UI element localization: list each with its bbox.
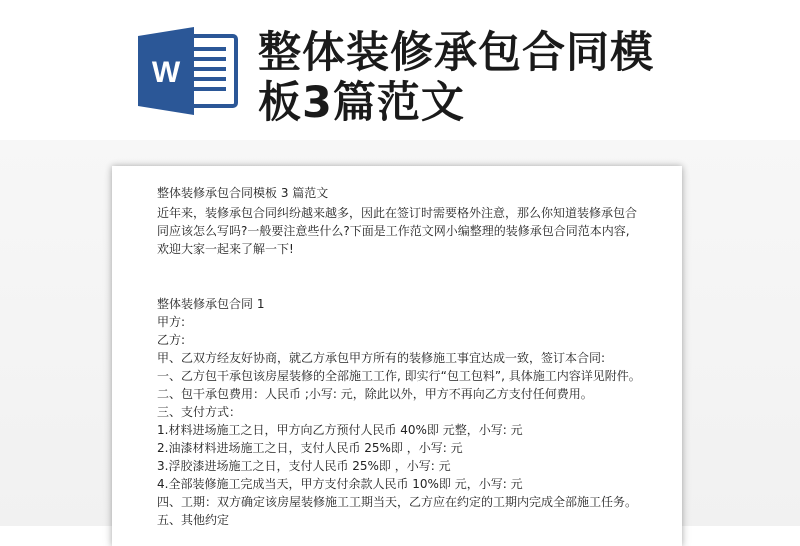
section-heading: 整体装修承包合同 1 bbox=[157, 297, 265, 311]
document-line: 欢迎大家一起来了解一下! bbox=[157, 242, 294, 256]
document-line: 三、支付方式： bbox=[157, 405, 242, 419]
page-title bbox=[258, 28, 778, 128]
document-line: 二、包干承包费用：人民币 ;小写: 元，除此以外，甲方不再向乙方支付任何费用。 bbox=[157, 387, 593, 401]
header-banner bbox=[0, 0, 800, 160]
document-line: 甲、乙双方经友好协商，就乙方承包甲方所有的装修施工事宜达成一致，签订本合同: bbox=[157, 351, 606, 365]
document-line: 2.油漆材料进场施工之日，支付人民币 25%即 ，小写: 元 bbox=[157, 441, 463, 455]
document-line: 同应该怎么写吗?一般要注意些什么?下面是工作范文网小编整理的装修承包合同范本内容, bbox=[157, 224, 630, 238]
document-line: 3.浮胶漆进场施工之日，支付人民币 25%即 ，小写: 元 bbox=[157, 459, 451, 473]
document-line: 四、工期：双方确定该房屋装修施工工期当天，乙方应在约定的工期内完成全部施工任务。 bbox=[157, 495, 638, 509]
document-line: 甲方: bbox=[157, 315, 186, 329]
title-line-1: 整体装修承包合同模 bbox=[258, 28, 654, 78]
document-line: 五、其他约定 bbox=[157, 513, 230, 527]
title-line-2: 板3篇范文 bbox=[258, 78, 465, 128]
word-document-icon bbox=[136, 26, 238, 116]
document-line: 近年来，装修承包合同纠纷越来越多，因此在签订时需要格外注意，那么你知道装修承包合 bbox=[157, 206, 638, 220]
document-heading: 整体装修承包合同模板 3 篇范文 bbox=[157, 186, 329, 200]
document-page bbox=[112, 166, 682, 546]
document-line: 1.材料进场施工之日，甲方向乙方预付人民币 40%即 元整，小写: 元 bbox=[157, 423, 523, 437]
document-line: 一、乙方包干承包该房屋装修的全部施工工作, 即实行“包工包料”, 具体施工内容详见附件。 bbox=[157, 369, 641, 383]
svg-text:W: W bbox=[151, 56, 181, 89]
document-line: 乙方: bbox=[157, 333, 186, 347]
document-line: 4.全部装修施工完成当天，甲方支付余款人民币 10%即 元，小写: 元 bbox=[157, 477, 523, 491]
